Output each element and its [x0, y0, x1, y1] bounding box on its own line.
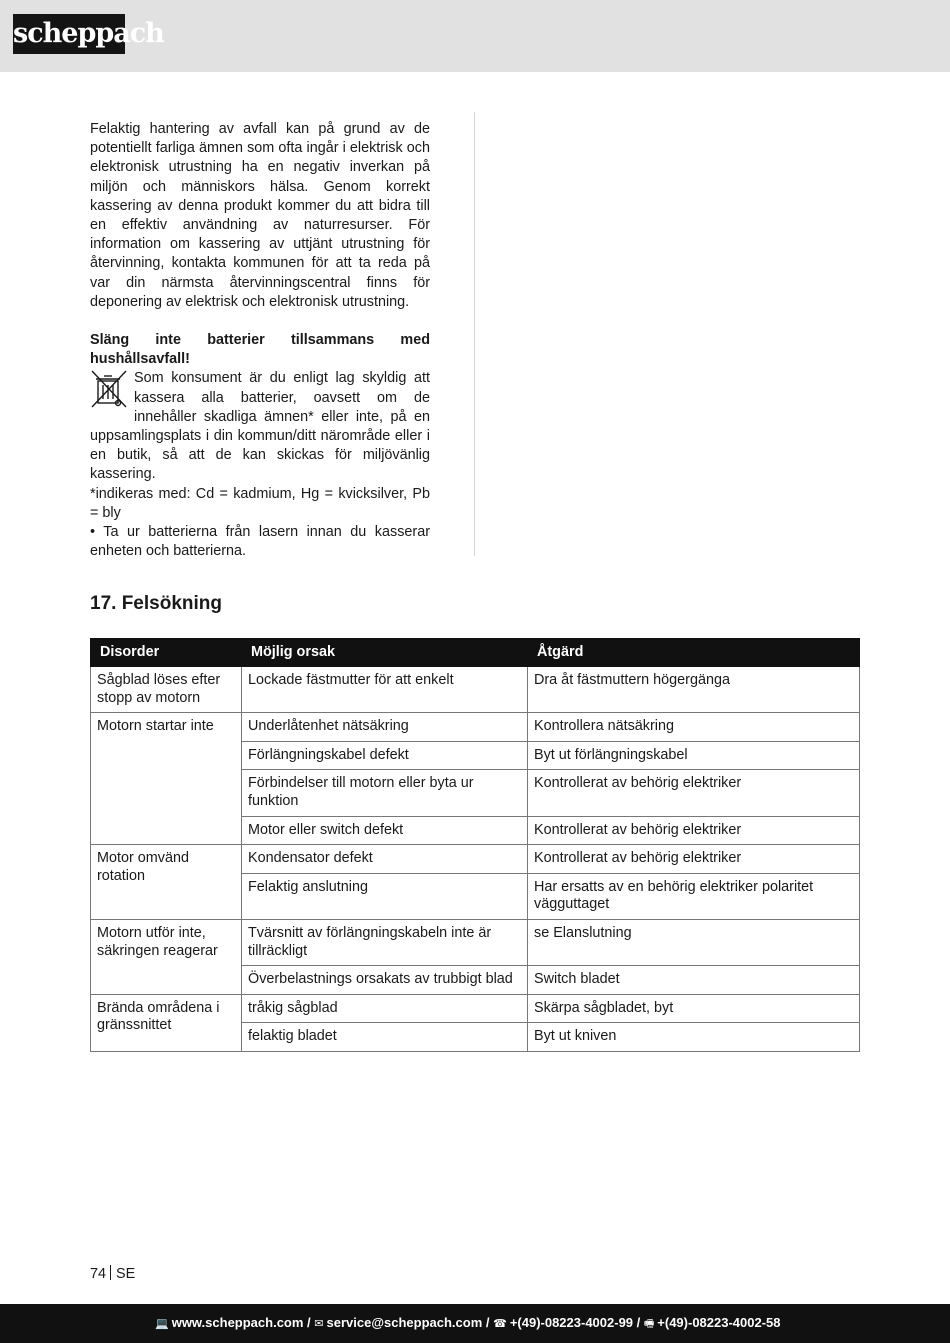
remove-batteries-bullet: • Ta ur batterierna från lasern innan du kasserar enheten och batterierna.: [90, 524, 430, 560]
disorder-cell: Motor omvänd rotation: [91, 845, 242, 920]
action-cell: Har ersatts av en behörig elektriker polaritet vägguttaget: [528, 873, 860, 919]
fax-icon: 🖷: [643, 1318, 655, 1330]
disposal-text-column: [90, 120, 430, 561]
table-row: [91, 845, 860, 874]
footer-fax: +(49)-08223-4002-58: [657, 1315, 781, 1330]
table-header-row: [91, 639, 860, 667]
action-cell: Byt ut kniven: [528, 1023, 860, 1052]
action-cell: Byt ut förlängningskabel: [528, 741, 860, 770]
table-row: [91, 994, 860, 1023]
header-action: Åtgärd: [528, 639, 860, 667]
table-row: [91, 667, 860, 713]
table-row: [91, 919, 860, 965]
cause-cell: felaktig bladet: [242, 1023, 528, 1052]
disorder-cell: Sågblad löses efter stopp av motorn: [91, 667, 242, 713]
footer-web-link[interactable]: www.scheppach.com /: [171, 1315, 311, 1330]
cause-cell: Överbelastnings orsakats av trubbigt blad: [242, 966, 528, 995]
section-title: 17. Felsökning: [90, 593, 222, 614]
column-divider: [474, 112, 475, 556]
cause-cell: Förbindelser till motorn eller byta ur funktion: [242, 770, 528, 816]
mail-icon: ✉: [314, 1318, 324, 1330]
header-cause: Möjlig orsak: [242, 639, 528, 667]
cause-cell: Förlängningskabel defekt: [242, 741, 528, 770]
action-cell: Kontrollerat av behörig elektriker: [528, 845, 860, 874]
cause-cell: Lockade fästmutter för att enkelt: [242, 667, 528, 713]
page-footer: [0, 1304, 950, 1343]
brand-logo: scheppach: [13, 14, 125, 54]
contact-line: [155, 1315, 781, 1334]
battery-paragraph: Som konsument är du enligt lag skyldig att kassera alla batterier, oavsett om de innehåller skadliga ämnen* eller inte, på en uppsamlingsplats i din kommun/ditt närområde eller i en butik, så att de kan skickas för miljövänlig kassering.: [90, 370, 430, 483]
disorder-cell: Motorn startar inte: [91, 713, 242, 845]
phone-icon: ☎: [493, 1318, 507, 1330]
disorder-cell: Motorn utför inte, säkringen reagerar: [91, 919, 242, 994]
page-number-block: [90, 1265, 135, 1282]
page-language: SE: [116, 1266, 136, 1282]
cause-cell: tråkig sågblad: [242, 994, 528, 1023]
cause-cell: Felaktig anslutning: [242, 873, 528, 919]
page-number-divider: [110, 1265, 111, 1280]
battery-warning-heading: Släng inte batterier tillsammans med hushållsavfall!: [90, 332, 430, 368]
disposal-paragraph: Felaktig hantering av avfall kan på grund av de potentiellt farliga ämnen som ofta ingår i elektrisk och elektronisk utrustning ha en negativ inverkan på miljön och människors hälsa. Genom korrekt kassering av denna produkt kommer du att bidra till en effektiv användning av naturresurser. För information om kassering av uttjänt utrustning för återvinning, kontakta kommunen för att ta reda på var din närmsta återvinningscentral finns för deponering av elektrisk och elektronisk utrustning.: [90, 121, 430, 310]
action-cell: Skärpa sågbladet, byt: [528, 994, 860, 1023]
cause-cell: Tvärsnitt av förlängningskabeln inte är tillräckligt: [242, 919, 528, 965]
crossed-out-bin-icon: [90, 369, 128, 409]
troubleshooting-table: [90, 638, 860, 1052]
disorder-cell: Brända områdena i gränssnittet: [91, 994, 242, 1051]
page-number: 74: [90, 1266, 107, 1282]
indicator-note: *indikeras med: Cd = kadmium, Hg = kvicksilver, Pb = bly: [90, 485, 430, 521]
action-cell: se Elanslutning: [528, 919, 860, 965]
computer-icon: 💻: [155, 1318, 169, 1330]
header-disorder: Disorder: [91, 639, 242, 667]
cause-cell: Motor eller switch defekt: [242, 816, 528, 845]
footer-email-link[interactable]: service@scheppach.com /: [326, 1315, 490, 1330]
action-cell: Kontrollera nätsäkring: [528, 713, 860, 742]
page-header: [0, 0, 950, 72]
action-cell: Switch bladet: [528, 966, 860, 995]
cause-cell: Underlåtenhet nätsäkring: [242, 713, 528, 742]
action-cell: Kontrollerat av behörig elektriker: [528, 770, 860, 816]
cause-cell: Kondensator defekt: [242, 845, 528, 874]
footer-phone: +(49)-08223-4002-99 /: [509, 1315, 641, 1330]
action-cell: Dra åt fästmuttern högergänga: [528, 667, 860, 713]
action-cell: Kontrollerat av behörig elektriker: [528, 816, 860, 845]
table-row: [91, 713, 860, 742]
